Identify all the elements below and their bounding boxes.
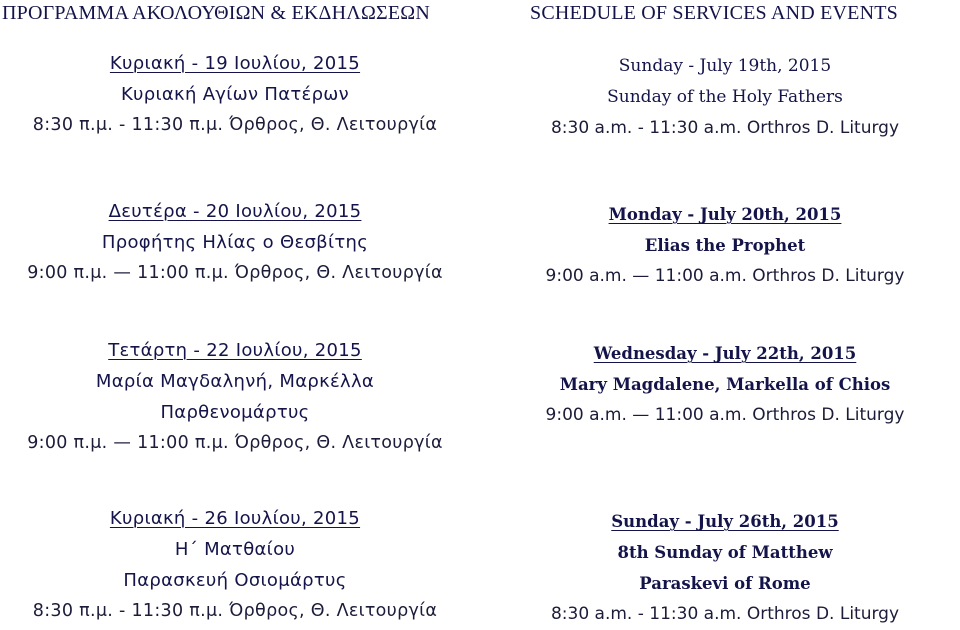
event-date: Sunday - July 19th, 2015 bbox=[618, 56, 832, 76]
event-date: Wednesday - July 22th, 2015 bbox=[593, 344, 857, 363]
event-feast-continued: Paraskevi of Rome bbox=[639, 574, 811, 593]
event-feast: Μαρία Μαγδαληνή, Μαρκέλλα bbox=[95, 371, 375, 392]
event-date: Τετάρτη - 22 Ιουλίου, 2015 bbox=[108, 340, 362, 361]
event-hours: 8:30 a.m. - 11:30 a.m. Orthros D. Liturgy bbox=[550, 118, 900, 138]
event-date: Κυριακή - 26 Ιουλίου, 2015 bbox=[109, 508, 361, 529]
event-feast: Η΄ Ματθαίου bbox=[174, 539, 296, 560]
event-hours: 9:00 π.μ. — 11:00 π.μ. Όρθρος, Θ. Λειτουργία bbox=[27, 263, 443, 283]
event-feast: Sunday of the Holy Fathers bbox=[607, 87, 843, 107]
event-feast-continued: Παρθενομάρτυς bbox=[160, 402, 310, 423]
event-date: Δευτέρα - 20 Ιουλίου, 2015 bbox=[108, 201, 362, 222]
event-hours: 8:30 π.μ. - 11:30 π.μ. Όρθρος, Θ. Λειτουργία bbox=[32, 601, 438, 621]
event-feast: Κυριακή Αγίων Πατέρων bbox=[120, 84, 350, 105]
event-feast: Mary Magdalene, Markella of Chios bbox=[559, 375, 891, 394]
event-hours: 9:00 a.m. — 11:00 a.m. Orthros D. Liturgy bbox=[545, 266, 905, 286]
event-date: Monday - July 20th, 2015 bbox=[608, 205, 842, 224]
greek-event-2 bbox=[0, 196, 470, 289]
english-column bbox=[490, 0, 960, 630]
event-feast: Προφήτης Ηλίας ο Θεσβίτης bbox=[101, 232, 369, 253]
greek-event-1 bbox=[0, 48, 470, 141]
event-date: Κυριακή - 19 Ιουλίου, 2015 bbox=[109, 53, 361, 74]
greek-column bbox=[0, 0, 470, 630]
event-hours: 9:00 π.μ. — 11:00 π.μ. Όρθρος, Θ. Λειτουργία bbox=[27, 433, 443, 453]
event-hours: 8:30 a.m. - 11:30 a.m. Orthros D. Liturgy bbox=[550, 604, 900, 624]
event-hours: 8:30 π.μ. - 11:30 π.μ. Όρθρος, Θ. Λειτουργία bbox=[32, 115, 438, 135]
event-hours: 9:00 a.m. — 11:00 a.m. Orthros D. Liturgy bbox=[545, 405, 905, 425]
english-column-title: SCHEDULE OF SERVICES AND EVENTS bbox=[530, 2, 898, 24]
english-event-4 bbox=[490, 506, 960, 630]
greek-column-title: ΠΡΟΓΡΑΜΜΑ ΑΚΟΛΟΥΘΙΩΝ & ΕΚΔΗΛΩΣΕΩΝ bbox=[2, 2, 430, 24]
greek-event-3 bbox=[0, 335, 470, 459]
greek-event-4 bbox=[0, 503, 470, 627]
english-event-1 bbox=[490, 51, 960, 144]
english-event-3 bbox=[490, 338, 960, 431]
english-event-2 bbox=[490, 199, 960, 292]
event-feast-continued: Παρασκευή Οσιομάρτυς bbox=[123, 570, 347, 591]
event-feast: 8th Sunday of Matthew bbox=[617, 543, 833, 562]
event-date: Sunday - July 26th, 2015 bbox=[611, 512, 839, 531]
event-feast: Elias the Prophet bbox=[644, 236, 806, 255]
